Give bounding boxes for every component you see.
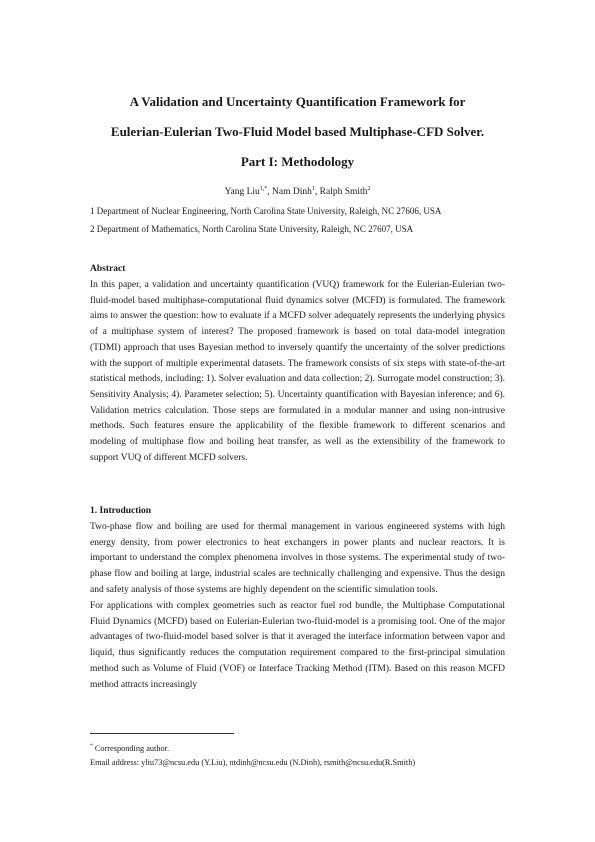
author-list (60, 183, 535, 198)
affiliation-2: 2 Department of Mathematics, North Carolina State University, Raleigh, NC 27607, USA (90, 224, 414, 234)
footnote-corresponding-author (90, 741, 169, 754)
introduction-paragraph-1: Two-phase flow and boiling are used for thermal management in various engineered systems with high energy density, from power electronics to heat exchangers in power plants and nuclear reactors. It is important to understand the complex phenomena involves in those systems. The experimental study of two-phase flow and boiling at large, industrial scales are technically challenging and expensive. Thus the design and safety analysis of those systems are highly dependent on the scientific simulation tools. (90, 522, 505, 595)
author-affiliation-mark: 2 (367, 186, 371, 192)
author-name: Ralph Smith (319, 187, 368, 198)
footnote-mark: * (90, 743, 93, 749)
introduction-heading: 1. Introduction (90, 506, 152, 516)
author-separator: , (314, 187, 320, 198)
title-line-1: A Validation and Uncertainty Quantification Framework for (129, 94, 466, 109)
footnote-email-addresses: Email address: yliu73@ncsu.edu (Y.Liu), ntdinh@ncsu.edu (N.Dinh), rsmith@ncsu.edu(R.Smith) (90, 758, 416, 767)
title-line-3: Part I: Methodology (240, 154, 355, 169)
abstract-text: In this paper, a validation and uncertainty quantification (VUQ) framework for the Eulerian-Eulerian two-fluid-model based multiphase-computational fluid dynamics solver (MCFD) is formulated. The framework aims to answer the question: how to evaluate if a MCFD solver adequately represents the underlying physics of a multiphase system of interest? The proposed framework is based on total data-model integration (TDMI) approach that uses Bayesian method to inversely quantify the uncertainty of the solver predictions with the support of multiple experimental datasets. The framework consists of six steps with state-of-the-art statistical methods, including: 1). Solver evaluation and data collection; 2). Surrogate model construction; 3). Sensitivity Analysis; 4). Parameter selection; 5). Uncertainty quantification with Bayesian inference; and 6). Validation metrics calculation. Those steps are formulated in a modular manner and using non-intrusive methods. Such features ensure the applicability of the flexible framework to different scenarios and modeling of multiphase flow and boiling heat transfer, as well as the extensibility of the framework to support VUQ of different MCFD solvers. (90, 280, 505, 463)
introduction-paragraph-2: For applications with complex geometries such as reactor fuel rod bundle, the Multiphase Computational Fluid Dynamics (MCFD) based on Eulerian-Eulerian two-fluid-model is a promising tool. One of the major advantages of two-fluid-model based solver is that it averaged the interface information between vapor and liquid, thus significantly reduces the computation requirement compared to the first-principal simulation method such as Volume of Fluid (VOF) or Interface Tracking Method (ITM). Based on this reason MCFD method attracts increasingly (90, 601, 505, 690)
footnote-divider (90, 733, 234, 734)
author-affiliation-mark: 1 (311, 186, 315, 192)
affiliation-1: 1 Department of Nuclear Engineering, North Carolina State University, Raleigh, NC 27606, USA (90, 206, 442, 216)
author-name: Nam Dinh (272, 187, 312, 198)
title-line-2: Eulerian-Eulerian Two-Fluid Model based Multiphase-CFD Solver. (110, 124, 485, 139)
abstract-heading: Abstract (90, 264, 126, 274)
author-affiliation-mark: 1,* (259, 186, 268, 192)
footnote-corresponding-text: Corresponding author. (92, 743, 170, 753)
author-separator: , (267, 187, 273, 198)
author-name: Yang Liu (224, 187, 260, 198)
